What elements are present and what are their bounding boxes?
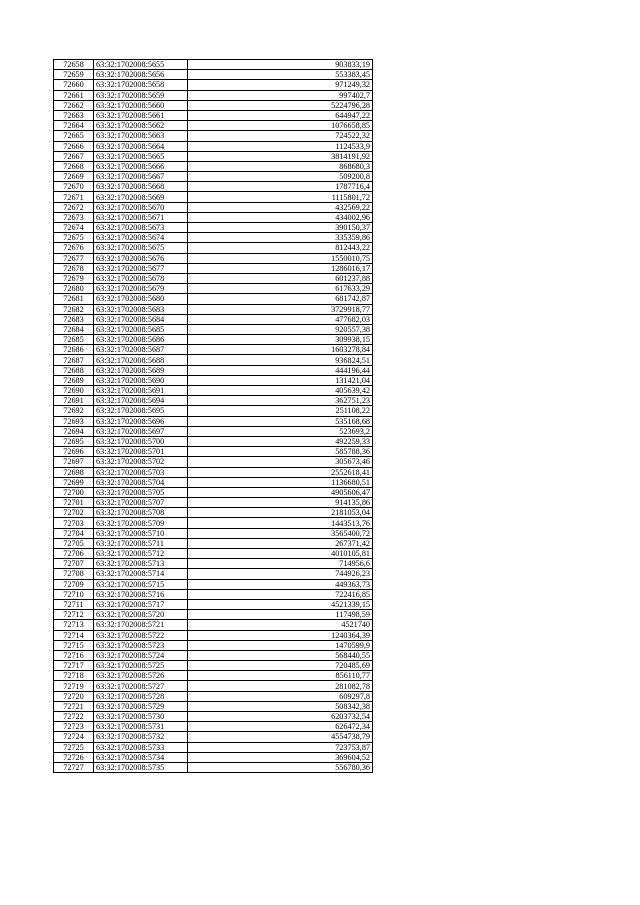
value-cell: 609297,8	[188, 691, 373, 701]
table-row	[54, 243, 373, 253]
cadastral-number-cell: 63:32:1702008:5735	[94, 762, 188, 772]
table-row	[54, 131, 373, 141]
table-row	[54, 223, 373, 233]
value-cell: 553383,45	[188, 70, 373, 80]
cadastral-number-cell: 63:32:1702008:5689	[94, 365, 188, 375]
cadastral-number-cell: 63:32:1702008:5712	[94, 549, 188, 559]
row-number-cell: 72687	[54, 355, 94, 365]
table-row	[54, 752, 373, 762]
row-number-cell: 72719	[54, 681, 94, 691]
table-row	[54, 559, 373, 569]
value-cell: 856110,77	[188, 671, 373, 681]
value-cell: 997402,7	[188, 90, 373, 100]
table-row	[54, 426, 373, 436]
row-number-cell: 72699	[54, 477, 94, 487]
row-number-cell: 72664	[54, 121, 94, 131]
row-number-cell: 72700	[54, 487, 94, 497]
row-number-cell: 72668	[54, 161, 94, 171]
table-row	[54, 620, 373, 630]
cadastral-number-cell: 63:32:1702008:5671	[94, 212, 188, 222]
table-row	[54, 549, 373, 559]
cadastral-number-cell: 63:32:1702008:5697	[94, 426, 188, 436]
table-row	[54, 518, 373, 528]
value-cell: 681742,87	[188, 294, 373, 304]
value-cell: 390150,37	[188, 223, 373, 233]
row-number-cell: 72691	[54, 396, 94, 406]
cadastral-number-cell: 63:32:1702008:5713	[94, 559, 188, 569]
table-row	[54, 80, 373, 90]
value-cell: 1115801,72	[188, 192, 373, 202]
row-number-cell: 72725	[54, 742, 94, 752]
table-row	[54, 263, 373, 273]
value-cell: 868680,3	[188, 161, 373, 171]
table-row	[54, 579, 373, 589]
cadastral-number-cell: 63:32:1702008:5684	[94, 314, 188, 324]
value-cell: 744926,23	[188, 569, 373, 579]
cadastral-number-cell: 63:32:1702008:5709	[94, 518, 188, 528]
table-row	[54, 406, 373, 416]
cadastral-number-cell: 63:32:1702008:5659	[94, 90, 188, 100]
table-row	[54, 762, 373, 772]
row-number-cell: 72722	[54, 712, 94, 722]
value-cell: 305673,46	[188, 457, 373, 467]
row-number-cell: 72675	[54, 233, 94, 243]
row-number-cell: 72677	[54, 253, 94, 263]
value-cell: 362751,23	[188, 396, 373, 406]
cadastral-number-cell: 63:32:1702008:5676	[94, 253, 188, 263]
cadastral-number-cell: 63:32:1702008:5670	[94, 202, 188, 212]
value-cell: 267371,42	[188, 538, 373, 548]
cadastral-number-cell: 63:32:1702008:5683	[94, 304, 188, 314]
table-row	[54, 375, 373, 385]
value-cell: 4521740	[188, 620, 373, 630]
table-row	[54, 416, 373, 426]
row-number-cell: 72674	[54, 223, 94, 233]
table-row	[54, 121, 373, 131]
table-row	[54, 722, 373, 732]
value-cell: 1470599,9	[188, 640, 373, 650]
cadastral-number-cell: 63:32:1702008:5655	[94, 60, 188, 70]
table-row	[54, 182, 373, 192]
cadastral-number-cell: 63:32:1702008:5701	[94, 447, 188, 457]
row-number-cell: 72663	[54, 110, 94, 120]
cadastral-number-cell: 63:32:1702008:5728	[94, 691, 188, 701]
table-row	[54, 233, 373, 243]
row-number-cell: 72712	[54, 610, 94, 620]
cadastral-number-cell: 63:32:1702008:5677	[94, 263, 188, 273]
row-number-cell: 72716	[54, 650, 94, 660]
table-row	[54, 253, 373, 263]
row-number-cell: 72697	[54, 457, 94, 467]
table-row	[54, 100, 373, 110]
cadastral-number-cell: 63:32:1702008:5724	[94, 650, 188, 660]
row-number-cell: 72707	[54, 559, 94, 569]
cadastral-number-cell: 63:32:1702008:5725	[94, 661, 188, 671]
cadastral-number-cell: 63:32:1702008:5667	[94, 172, 188, 182]
cadastral-number-cell: 63:32:1702008:5726	[94, 671, 188, 681]
row-number-cell: 72686	[54, 345, 94, 355]
table-row	[54, 202, 373, 212]
table-row	[54, 70, 373, 80]
value-cell: 535168,68	[188, 416, 373, 426]
row-number-cell: 72688	[54, 365, 94, 375]
cadastral-number-cell: 63:32:1702008:5675	[94, 243, 188, 253]
cadastral-number-cell: 63:32:1702008:5658	[94, 80, 188, 90]
cadastral-number-cell: 63:32:1702008:5715	[94, 579, 188, 589]
value-cell: 626472,34	[188, 722, 373, 732]
table-row	[54, 335, 373, 345]
cadastral-number-cell: 63:32:1702008:5668	[94, 182, 188, 192]
row-number-cell: 72713	[54, 620, 94, 630]
table-row	[54, 661, 373, 671]
row-number-cell: 72673	[54, 212, 94, 222]
table-row	[54, 498, 373, 508]
value-cell: 434002,96	[188, 212, 373, 222]
row-number-cell: 72711	[54, 599, 94, 609]
row-number-cell: 72665	[54, 131, 94, 141]
cadastral-number-cell: 63:32:1702008:5679	[94, 284, 188, 294]
cadastral-number-cell: 63:32:1702008:5687	[94, 345, 188, 355]
cadastral-number-cell: 63:32:1702008:5680	[94, 294, 188, 304]
value-cell: 971249,32	[188, 80, 373, 90]
cadastral-number-cell: 63:32:1702008:5656	[94, 70, 188, 80]
value-cell: 723753,87	[188, 742, 373, 752]
table-row	[54, 141, 373, 151]
table-row	[54, 569, 373, 579]
table-row	[54, 324, 373, 334]
value-cell: 920557,38	[188, 324, 373, 334]
row-number-cell: 72702	[54, 508, 94, 518]
row-number-cell: 72682	[54, 304, 94, 314]
row-number-cell: 72684	[54, 324, 94, 334]
cadastral-number-cell: 63:32:1702008:5700	[94, 436, 188, 446]
value-cell: 449363,73	[188, 579, 373, 589]
row-number-cell: 72671	[54, 192, 94, 202]
table-row	[54, 701, 373, 711]
row-number-cell: 72672	[54, 202, 94, 212]
cadastral-number-cell: 63:32:1702008:5663	[94, 131, 188, 141]
table-row	[54, 589, 373, 599]
value-cell: 117498,59	[188, 610, 373, 620]
value-cell: 644947,22	[188, 110, 373, 120]
row-number-cell: 72693	[54, 416, 94, 426]
row-number-cell: 72708	[54, 569, 94, 579]
table-row	[54, 172, 373, 182]
table-row	[54, 314, 373, 324]
value-cell: 477682,03	[188, 314, 373, 324]
value-cell: 432569,22	[188, 202, 373, 212]
table-row	[54, 345, 373, 355]
cadastral-number-cell: 63:32:1702008:5711	[94, 538, 188, 548]
value-cell: 1603278,84	[188, 345, 373, 355]
row-number-cell: 72659	[54, 70, 94, 80]
table-body	[54, 60, 373, 773]
cadastral-number-cell: 63:32:1702008:5716	[94, 589, 188, 599]
cadastral-number-cell: 63:32:1702008:5673	[94, 223, 188, 233]
table-row	[54, 151, 373, 161]
row-number-cell: 72694	[54, 426, 94, 436]
table-row	[54, 386, 373, 396]
table-row	[54, 60, 373, 70]
row-number-cell: 72683	[54, 314, 94, 324]
cadastral-number-cell: 63:32:1702008:5720	[94, 610, 188, 620]
cadastral-number-cell: 63:32:1702008:5662	[94, 121, 188, 131]
table-row	[54, 447, 373, 457]
table-row	[54, 650, 373, 660]
table-row	[54, 90, 373, 100]
row-number-cell: 72714	[54, 630, 94, 640]
value-cell: 720485,69	[188, 661, 373, 671]
cadastral-number-cell: 63:32:1702008:5686	[94, 335, 188, 345]
table-row	[54, 712, 373, 722]
value-cell: 1550010,75	[188, 253, 373, 263]
table-row	[54, 355, 373, 365]
value-cell: 4554738,79	[188, 732, 373, 742]
row-number-cell: 72676	[54, 243, 94, 253]
cadastral-number-cell: 63:32:1702008:5703	[94, 467, 188, 477]
row-number-cell: 72724	[54, 732, 94, 742]
table-row	[54, 457, 373, 467]
cadastral-number-cell: 63:32:1702008:5664	[94, 141, 188, 151]
value-cell: 508342,38	[188, 701, 373, 711]
table-row	[54, 640, 373, 650]
table-row	[54, 681, 373, 691]
row-number-cell: 72698	[54, 467, 94, 477]
row-number-cell: 72727	[54, 762, 94, 772]
row-number-cell: 72726	[54, 752, 94, 762]
value-cell: 251108,22	[188, 406, 373, 416]
value-cell: 617633,29	[188, 284, 373, 294]
row-number-cell: 72692	[54, 406, 94, 416]
row-number-cell: 72710	[54, 589, 94, 599]
row-number-cell: 72669	[54, 172, 94, 182]
row-number-cell: 72723	[54, 722, 94, 732]
row-number-cell: 72705	[54, 538, 94, 548]
cadastral-number-cell: 63:32:1702008:5678	[94, 273, 188, 283]
value-cell: 3729918,77	[188, 304, 373, 314]
cadastral-number-cell: 63:32:1702008:5714	[94, 569, 188, 579]
cadastral-number-cell: 63:32:1702008:5730	[94, 712, 188, 722]
cadastral-number-cell: 63:32:1702008:5688	[94, 355, 188, 365]
value-cell: 714956,6	[188, 559, 373, 569]
cadastral-number-cell: 63:32:1702008:5705	[94, 487, 188, 497]
table-row	[54, 671, 373, 681]
table-row	[54, 630, 373, 640]
table-row	[54, 508, 373, 518]
value-cell: 903833,19	[188, 60, 373, 70]
row-number-cell: 72696	[54, 447, 94, 457]
value-cell: 812443,22	[188, 243, 373, 253]
value-cell: 568440,55	[188, 650, 373, 660]
value-cell: 556780,36	[188, 762, 373, 772]
row-number-cell: 72685	[54, 335, 94, 345]
value-cell: 4905606,47	[188, 487, 373, 497]
cadastral-value-table	[53, 59, 373, 773]
value-cell: 914135,86	[188, 498, 373, 508]
table-row	[54, 477, 373, 487]
value-cell: 492259,33	[188, 436, 373, 446]
value-cell: 601237,88	[188, 273, 373, 283]
cadastral-number-cell: 63:32:1702008:5733	[94, 742, 188, 752]
value-cell: 4010105,81	[188, 549, 373, 559]
cadastral-number-cell: 63:32:1702008:5685	[94, 324, 188, 334]
table-row	[54, 599, 373, 609]
value-cell: 4521339,15	[188, 599, 373, 609]
value-cell: 509200,8	[188, 172, 373, 182]
row-number-cell: 72667	[54, 151, 94, 161]
cadastral-number-cell: 63:32:1702008:5732	[94, 732, 188, 742]
value-cell: 335359,86	[188, 233, 373, 243]
row-number-cell: 72709	[54, 579, 94, 589]
cadastral-number-cell: 63:32:1702008:5727	[94, 681, 188, 691]
row-number-cell: 72681	[54, 294, 94, 304]
table-row	[54, 538, 373, 548]
row-number-cell: 72662	[54, 100, 94, 110]
value-cell: 131421,04	[188, 375, 373, 385]
table-row	[54, 161, 373, 171]
cadastral-number-cell: 63:32:1702008:5723	[94, 640, 188, 650]
cadastral-number-cell: 63:32:1702008:5666	[94, 161, 188, 171]
cadastral-number-cell: 63:32:1702008:5696	[94, 416, 188, 426]
table-row	[54, 487, 373, 497]
row-number-cell: 72680	[54, 284, 94, 294]
value-cell: 3814191,92	[188, 151, 373, 161]
cadastral-number-cell: 63:32:1702008:5669	[94, 192, 188, 202]
value-cell: 523693,2	[188, 426, 373, 436]
row-number-cell: 72704	[54, 528, 94, 538]
cadastral-number-cell: 63:32:1702008:5729	[94, 701, 188, 711]
value-cell: 1076658,85	[188, 121, 373, 131]
table-row	[54, 304, 373, 314]
table-row	[54, 396, 373, 406]
value-cell: 722416,85	[188, 589, 373, 599]
value-cell: 405639,42	[188, 386, 373, 396]
cadastral-number-cell: 63:32:1702008:5731	[94, 722, 188, 732]
cadastral-number-cell: 63:32:1702008:5690	[94, 375, 188, 385]
cadastral-number-cell: 63:32:1702008:5722	[94, 630, 188, 640]
value-cell: 5224796,28	[188, 100, 373, 110]
value-cell: 309938,15	[188, 335, 373, 345]
cadastral-number-cell: 63:32:1702008:5694	[94, 396, 188, 406]
cadastral-number-cell: 63:32:1702008:5665	[94, 151, 188, 161]
row-number-cell: 72690	[54, 386, 94, 396]
value-cell: 444196,44	[188, 365, 373, 375]
table-row	[54, 732, 373, 742]
row-number-cell: 72666	[54, 141, 94, 151]
value-cell: 2181053,04	[188, 508, 373, 518]
value-cell: 1787716,4	[188, 182, 373, 192]
cadastral-number-cell: 63:32:1702008:5708	[94, 508, 188, 518]
table-row	[54, 273, 373, 283]
cadastral-number-cell: 63:32:1702008:5660	[94, 100, 188, 110]
table-row	[54, 294, 373, 304]
row-number-cell: 72658	[54, 60, 94, 70]
row-number-cell: 72670	[54, 182, 94, 192]
row-number-cell: 72701	[54, 498, 94, 508]
cadastral-number-cell: 63:32:1702008:5691	[94, 386, 188, 396]
value-cell: 2552618,41	[188, 467, 373, 477]
table-row	[54, 528, 373, 538]
table-row	[54, 436, 373, 446]
row-number-cell: 72720	[54, 691, 94, 701]
row-number-cell: 72706	[54, 549, 94, 559]
row-number-cell: 72695	[54, 436, 94, 446]
value-cell: 936824,51	[188, 355, 373, 365]
value-cell: 6203732,54	[188, 712, 373, 722]
table-row	[54, 365, 373, 375]
value-cell: 1286016,17	[188, 263, 373, 273]
row-number-cell: 72679	[54, 273, 94, 283]
cadastral-number-cell: 63:32:1702008:5710	[94, 528, 188, 538]
value-cell: 585788,36	[188, 447, 373, 457]
value-cell: 1443513,76	[188, 518, 373, 528]
row-number-cell: 72678	[54, 263, 94, 273]
value-cell: 724522,32	[188, 131, 373, 141]
table-row	[54, 284, 373, 294]
row-number-cell: 72718	[54, 671, 94, 681]
table-row	[54, 691, 373, 701]
table-row	[54, 610, 373, 620]
cadastral-number-cell: 63:32:1702008:5704	[94, 477, 188, 487]
table-row	[54, 192, 373, 202]
cadastral-number-cell: 63:32:1702008:5707	[94, 498, 188, 508]
cadastral-number-cell: 63:32:1702008:5674	[94, 233, 188, 243]
value-cell: 281082,78	[188, 681, 373, 691]
table-row	[54, 742, 373, 752]
value-cell: 1136680,51	[188, 477, 373, 487]
value-cell: 1124533,9	[188, 141, 373, 151]
row-number-cell: 72721	[54, 701, 94, 711]
cadastral-number-cell: 63:32:1702008:5702	[94, 457, 188, 467]
cadastral-number-cell: 63:32:1702008:5734	[94, 752, 188, 762]
cadastral-number-cell: 63:32:1702008:5717	[94, 599, 188, 609]
row-number-cell: 72660	[54, 80, 94, 90]
row-number-cell: 72715	[54, 640, 94, 650]
cadastral-number-cell: 63:32:1702008:5695	[94, 406, 188, 416]
table-row	[54, 467, 373, 477]
row-number-cell: 72717	[54, 661, 94, 671]
row-number-cell: 72689	[54, 375, 94, 385]
table-row	[54, 110, 373, 120]
cadastral-number-cell: 63:32:1702008:5661	[94, 110, 188, 120]
row-number-cell: 72703	[54, 518, 94, 528]
value-cell: 3565400,72	[188, 528, 373, 538]
value-cell: 369604,52	[188, 752, 373, 762]
row-number-cell: 72661	[54, 90, 94, 100]
table-row	[54, 212, 373, 222]
value-cell: 1240364,39	[188, 630, 373, 640]
cadastral-number-cell: 63:32:1702008:5721	[94, 620, 188, 630]
